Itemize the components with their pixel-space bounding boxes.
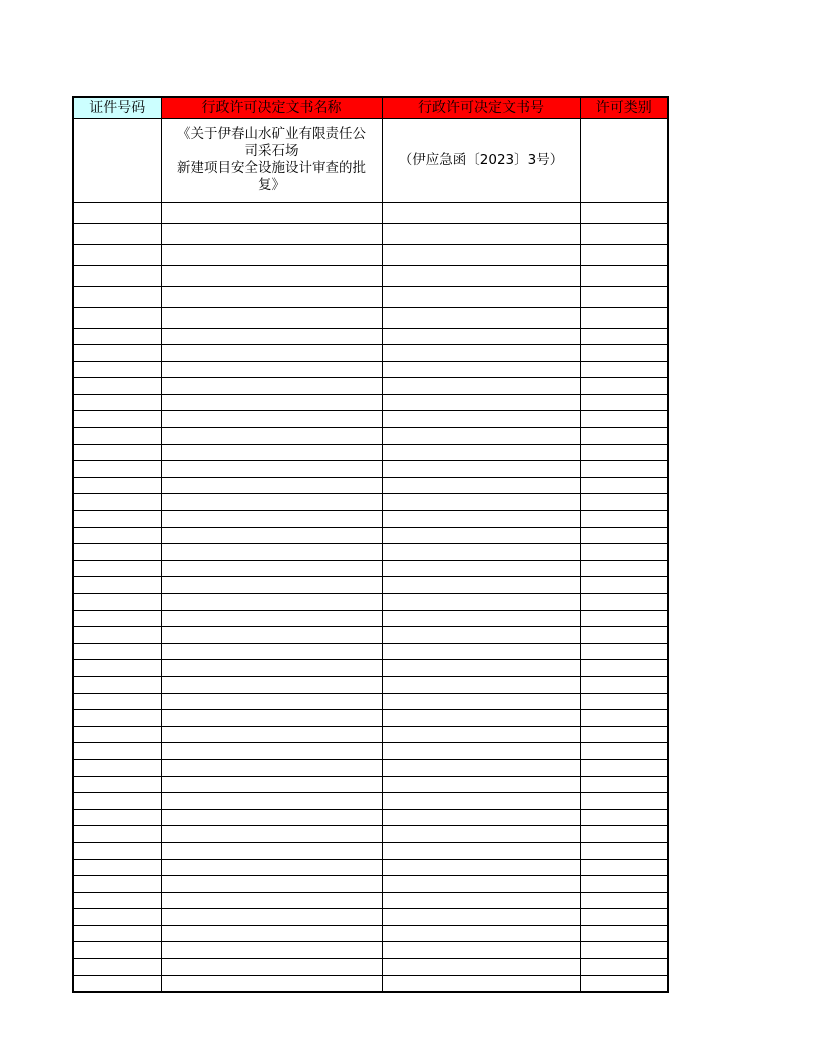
cell-cert-no[interactable] [73,223,161,244]
cell-decision-no[interactable] [382,660,580,677]
table-row [73,328,668,345]
cell-decision-name[interactable] [161,361,382,378]
cell-decision-name[interactable] [161,842,382,859]
cell-permit-type[interactable] [580,710,668,727]
cell-decision-name[interactable] [161,394,382,411]
cell-cert-no[interactable] [73,676,161,693]
cell-decision-no[interactable] [382,693,580,710]
table-row [73,892,668,909]
cell-permit-type[interactable] [580,544,668,561]
cell-decision-name[interactable] [161,378,382,395]
cell-permit-type[interactable] [580,859,668,876]
cell-permit-type[interactable] [580,527,668,544]
cell-permit-type[interactable] [580,594,668,611]
table-row [73,876,668,893]
cell-decision-name[interactable] [161,560,382,577]
cell-decision-name[interactable] [161,328,382,345]
cell-cert-no[interactable] [73,859,161,876]
table-row [73,511,668,528]
cell-permit-type[interactable] [580,477,668,494]
cell-cert-no[interactable] [73,892,161,909]
cell-decision-name[interactable] [161,660,382,677]
cell-permit-type[interactable] [580,793,668,810]
cell-decision-name[interactable] [161,809,382,826]
table-row [73,743,668,760]
cell-cert-no[interactable] [73,477,161,494]
cell-permit-type[interactable] [580,378,668,395]
cell-decision-no[interactable] [382,244,580,265]
cell-permit-type[interactable] [580,759,668,776]
cell-cert-no[interactable] [73,202,161,223]
cell-permit-type[interactable] [580,743,668,760]
cell-decision-name[interactable] [161,859,382,876]
cell-decision-name[interactable] [161,627,382,644]
decision-name-line: 《关于伊春山水矿业有限责任公 [177,126,366,142]
cell-decision-name[interactable] [161,345,382,362]
cell-cert-no[interactable] [73,286,161,307]
cell-permit-type[interactable] [580,909,668,926]
table-row [73,842,668,859]
cell-permit-type[interactable] [580,494,668,511]
cell-cert-no[interactable] [73,444,161,461]
table-row [73,809,668,826]
cell-cert-no[interactable] [73,461,161,478]
table-row [73,202,668,223]
cell-decision-name[interactable] [161,726,382,743]
cell-decision-name[interactable] [161,477,382,494]
table-row [73,428,668,445]
cell-decision-no[interactable] [382,610,580,627]
cell-decision-no[interactable] [382,743,580,760]
table-row [73,643,668,660]
cell-permit-type[interactable] [580,726,668,743]
cell-cert-no[interactable] [73,610,161,627]
cell-permit-type[interactable] [580,307,668,328]
cell-cert-no[interactable] [73,345,161,362]
cell-cert-no[interactable] [73,959,161,976]
cell-decision-name[interactable] [161,461,382,478]
table-row [73,223,668,244]
cell-cert-no[interactable] [73,710,161,727]
decision-name-line: 司采石场 [244,143,299,159]
cell-decision-no[interactable] [382,494,580,511]
cell-decision-no[interactable] [382,328,580,345]
table-row [73,444,668,461]
cell-permit-type[interactable] [580,286,668,307]
cell-decision-no[interactable] [382,307,580,328]
cell-decision-name[interactable] [161,286,382,307]
cell-permit-type[interactable] [580,394,668,411]
cell-cert-no[interactable] [73,759,161,776]
cell-decision-no[interactable] [382,842,580,859]
cell-cert-no[interactable] [73,594,161,611]
table-row [73,859,668,876]
cell-decision-name[interactable] [161,776,382,793]
cell-decision-no[interactable] [382,428,580,445]
cell-permit-type[interactable] [580,660,668,677]
cell-decision-no[interactable] [382,411,580,428]
cell-decision-no[interactable] [382,361,580,378]
cell-decision-no[interactable] [382,378,580,395]
table-row [73,975,668,992]
table-row [73,544,668,561]
table-row [73,793,668,810]
cell-decision-no[interactable] [382,776,580,793]
cell-decision-no[interactable] [382,876,580,893]
cell-decision-no[interactable] [382,909,580,926]
cell-decision-no[interactable] [382,925,580,942]
table-row [73,826,668,843]
cell-decision-no[interactable] [382,643,580,660]
cell-decision-name[interactable] [161,876,382,893]
cell-decision-name[interactable] [161,494,382,511]
table-row [73,118,668,202]
cell-decision-no[interactable] [382,544,580,561]
cell-permit-type[interactable] [580,610,668,627]
cell-cert-no[interactable] [73,693,161,710]
cell-cert-no[interactable] [73,511,161,528]
cell-decision-name[interactable] [161,411,382,428]
cell-cert-no[interactable] [73,809,161,826]
table-row [73,710,668,727]
table-row [73,345,668,362]
table-row [73,378,668,395]
cell-decision-no[interactable] [382,444,580,461]
cell-decision-no[interactable] [382,265,580,286]
cell-permit-type[interactable] [580,461,668,478]
table-row [73,560,668,577]
cell-permit-type[interactable] [580,693,668,710]
table-row [73,959,668,976]
cell-permit-type[interactable] [580,345,668,362]
table-row [73,461,668,478]
table-row [73,411,668,428]
table-row [73,925,668,942]
cell-cert-no[interactable] [73,328,161,345]
cell-decision-no[interactable] [382,859,580,876]
cell-permit-type[interactable] [580,444,668,461]
cell-decision-name[interactable] [161,223,382,244]
cell-decision-no[interactable] [382,759,580,776]
cell-cert-no[interactable] [73,394,161,411]
cell-decision-name[interactable] [161,959,382,976]
cell-decision-name[interactable] [161,743,382,760]
cell-permit-type[interactable] [580,118,668,202]
table-row [73,676,668,693]
cell-decision-name[interactable] [161,826,382,843]
cell-decision-name[interactable] [161,925,382,942]
cell-decision-name[interactable] [161,892,382,909]
cell-decision-name[interactable] [161,643,382,660]
decision-name-line: 新建项目安全设施设计审查的批 [177,160,366,176]
cell-decision-no[interactable] [382,477,580,494]
table-row [73,307,668,328]
cell-permit-type[interactable] [580,511,668,528]
cell-permit-type[interactable] [580,627,668,644]
cell-decision-no[interactable] [382,286,580,307]
cell-decision-name[interactable] [161,428,382,445]
cell-cert-no[interactable] [73,378,161,395]
cell-cert-no[interactable] [73,560,161,577]
table-row [73,942,668,959]
cell-decision-no[interactable] [382,726,580,743]
cell-decision-no[interactable] [382,809,580,826]
cell-decision-name[interactable] [161,676,382,693]
cell-permit-type[interactable] [580,643,668,660]
cell-decision-no[interactable] [382,223,580,244]
table-row [73,244,668,265]
cell-decision-name[interactable] [161,244,382,265]
cell-decision-no[interactable] [382,527,580,544]
cell-decision-no[interactable] [382,942,580,959]
cell-permit-type[interactable] [580,925,668,942]
table-row [73,726,668,743]
cell-decision-no[interactable] [382,594,580,611]
header-decision-name: 行政许可决定文书名称 [161,97,382,118]
cell-decision-no[interactable]: （伊应急函〔2023〕3号） [382,118,580,202]
cell-cert-no[interactable] [73,876,161,893]
cell-cert-no[interactable] [73,909,161,926]
cell-decision-no[interactable] [382,202,580,223]
cell-cert-no[interactable] [73,307,161,328]
table-row [73,594,668,611]
cell-cert-no[interactable] [73,743,161,760]
cell-decision-name[interactable] [161,577,382,594]
cell-cert-no[interactable] [73,925,161,942]
table-row [73,627,668,644]
decision-name-line: 复》 [258,177,285,193]
cell-decision-name[interactable] [161,594,382,611]
cell-cert-no[interactable] [73,627,161,644]
cell-decision-name[interactable] [161,527,382,544]
cell-cert-no[interactable] [73,793,161,810]
cell-permit-type[interactable] [580,411,668,428]
cell-permit-type[interactable] [580,975,668,992]
cell-decision-name[interactable] [161,444,382,461]
header-cert-no: 证件号码 [73,97,161,118]
cell-decision-name[interactable] [161,975,382,992]
cell-cert-no[interactable] [73,577,161,594]
cell-permit-type[interactable] [580,560,668,577]
cell-decision-no[interactable] [382,892,580,909]
cell-decision-name[interactable] [161,307,382,328]
cell-cert-no[interactable] [73,494,161,511]
cell-permit-type[interactable] [580,959,668,976]
cell-decision-no[interactable] [382,793,580,810]
cell-decision-no[interactable] [382,577,580,594]
cell-cert-no[interactable] [73,975,161,992]
cell-cert-no[interactable] [73,118,161,202]
cell-decision-name[interactable] [161,693,382,710]
cell-decision-no[interactable] [382,826,580,843]
permit-table [72,96,669,993]
cell-cert-no[interactable] [73,244,161,265]
cell-cert-no[interactable] [73,527,161,544]
header-permit-type: 许可类别 [580,97,668,118]
cell-permit-type[interactable] [580,942,668,959]
cell-cert-no[interactable] [73,643,161,660]
cell-decision-name[interactable] [161,909,382,926]
table-row [73,660,668,677]
table-row [73,610,668,627]
cell-permit-type[interactable] [580,244,668,265]
cell-permit-type[interactable] [580,577,668,594]
table-row [73,477,668,494]
table-row [73,693,668,710]
cell-decision-name[interactable] [161,511,382,528]
cell-cert-no[interactable] [73,842,161,859]
cell-permit-type[interactable] [580,328,668,345]
header-decision-no: 行政许可决定文书号 [382,97,580,118]
cell-cert-no[interactable] [73,544,161,561]
cell-decision-name[interactable] [161,942,382,959]
cell-decision-name[interactable] [161,610,382,627]
cell-decision-no[interactable] [382,710,580,727]
cell-permit-type[interactable] [580,892,668,909]
cell-cert-no[interactable] [73,265,161,286]
cell-permit-type[interactable] [580,809,668,826]
cell-decision-name[interactable] [161,710,382,727]
cell-cert-no[interactable] [73,776,161,793]
table-row [73,776,668,793]
table-row [73,394,668,411]
cell-permit-type[interactable] [580,223,668,244]
cell-cert-no[interactable] [73,428,161,445]
cell-permit-type[interactable] [580,361,668,378]
cell-permit-type[interactable] [580,676,668,693]
cell-decision-no[interactable] [382,975,580,992]
cell-cert-no[interactable] [73,826,161,843]
table-row [73,577,668,594]
header-row [73,97,668,118]
cell-decision-no[interactable] [382,345,580,362]
table-row [73,286,668,307]
cell-decision-name[interactable] [161,544,382,561]
cell-decision-no[interactable] [382,560,580,577]
cell-cert-no[interactable] [73,411,161,428]
cell-cert-no[interactable] [73,660,161,677]
table-row [73,759,668,776]
cell-decision-no[interactable] [382,959,580,976]
cell-decision-name[interactable] [161,793,382,810]
table-row [73,909,668,926]
cell-cert-no[interactable] [73,942,161,959]
cell-decision-name[interactable] [161,118,382,202]
cell-decision-name[interactable] [161,202,382,223]
cell-decision-no[interactable] [382,394,580,411]
cell-permit-type[interactable] [580,826,668,843]
cell-decision-name[interactable] [161,759,382,776]
cell-decision-name[interactable] [161,265,382,286]
cell-decision-no[interactable] [382,676,580,693]
table-row [73,265,668,286]
table-row [73,527,668,544]
cell-permit-type[interactable] [580,776,668,793]
cell-permit-type[interactable] [580,265,668,286]
cell-permit-type[interactable] [580,202,668,223]
table-row [73,494,668,511]
cell-decision-no[interactable] [382,511,580,528]
cell-cert-no[interactable] [73,726,161,743]
table-row [73,361,668,378]
cell-decision-no[interactable] [382,627,580,644]
cell-decision-no[interactable] [382,461,580,478]
cell-permit-type[interactable] [580,428,668,445]
cell-permit-type[interactable] [580,876,668,893]
cell-cert-no[interactable] [73,361,161,378]
cell-permit-type[interactable] [580,842,668,859]
